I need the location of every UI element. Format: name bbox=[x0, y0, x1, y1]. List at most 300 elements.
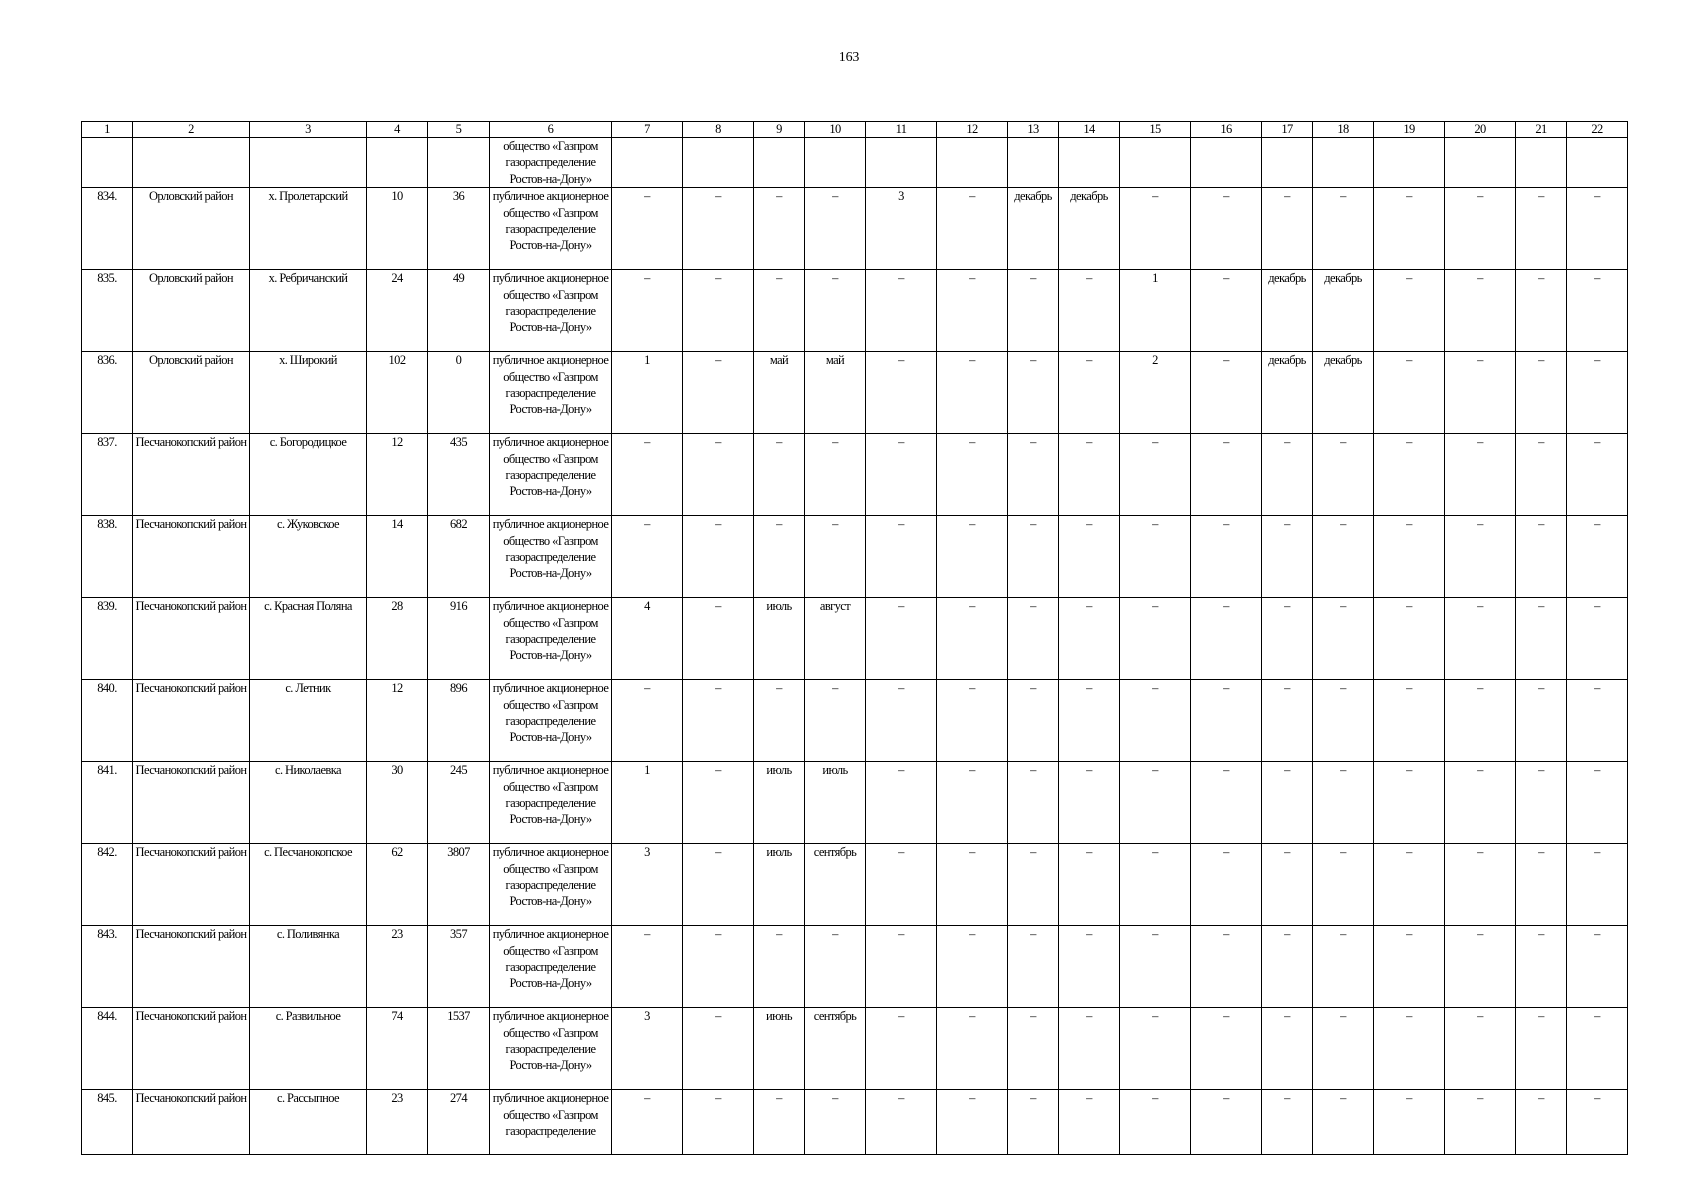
row-number: 841. bbox=[82, 762, 133, 844]
table-cell: – bbox=[1008, 270, 1059, 352]
table-cell: – bbox=[1008, 1008, 1059, 1090]
table-cell: 23 bbox=[367, 1090, 428, 1155]
table-cell: – bbox=[1059, 762, 1120, 844]
table-cell bbox=[133, 138, 250, 188]
table-row bbox=[82, 270, 1628, 352]
organization-cell: публичное акционерное общество «Газпром газораспределение Ростов-на-Дону» bbox=[490, 352, 612, 434]
table-cell: – bbox=[1374, 188, 1445, 270]
table-cell: – bbox=[754, 1090, 805, 1155]
column-header: 8 bbox=[683, 122, 754, 138]
table-cell: 1 bbox=[612, 352, 683, 434]
table-cell: – bbox=[1008, 1090, 1059, 1155]
table-cell: – bbox=[1313, 1008, 1374, 1090]
table-cell: – bbox=[612, 680, 683, 762]
table-cell: – bbox=[1516, 844, 1567, 926]
table-cell bbox=[1516, 138, 1567, 188]
organization-cell: публичное акционерное общество «Газпром газораспределение Ростов-на-Дону» bbox=[490, 762, 612, 844]
column-header: 17 bbox=[1262, 122, 1313, 138]
table-cell bbox=[1374, 138, 1445, 188]
table-cell: – bbox=[1516, 926, 1567, 1008]
table-cell: – bbox=[612, 516, 683, 598]
table-cell: – bbox=[1516, 352, 1567, 434]
district-cell: Песчанокопский район bbox=[133, 680, 250, 762]
table-cell: – bbox=[683, 270, 754, 352]
settlement-cell: с. Песчанокопское bbox=[250, 844, 367, 926]
table-row bbox=[82, 352, 1628, 434]
table-cell: – bbox=[937, 1090, 1008, 1155]
row-number: 840. bbox=[82, 680, 133, 762]
table-cell: – bbox=[1567, 598, 1628, 680]
table-cell: – bbox=[1516, 1090, 1567, 1155]
row-number: 838. bbox=[82, 516, 133, 598]
table-cell: – bbox=[1262, 844, 1313, 926]
table-cell: – bbox=[1445, 926, 1516, 1008]
table-cell: – bbox=[866, 598, 937, 680]
table-cell: – bbox=[612, 926, 683, 1008]
table-row bbox=[82, 762, 1628, 844]
row-number: 843. bbox=[82, 926, 133, 1008]
district-cell: Орловский район bbox=[133, 270, 250, 352]
table-cell: – bbox=[937, 926, 1008, 1008]
organization-cell: публичное акционерное общество «Газпром газораспределение Ростов-на-Дону» bbox=[490, 188, 612, 270]
table-cell: 10 bbox=[367, 188, 428, 270]
table-cell: – bbox=[1313, 434, 1374, 516]
table-cell: май bbox=[805, 352, 866, 434]
settlement-cell: с. Жуковское bbox=[250, 516, 367, 598]
table-cell: – bbox=[683, 598, 754, 680]
table-cell: – bbox=[1262, 1090, 1313, 1155]
table-cell: сентябрь bbox=[805, 1008, 866, 1090]
row-number: 844. bbox=[82, 1008, 133, 1090]
table-cell: – bbox=[1191, 516, 1262, 598]
table-cell: 1 bbox=[1120, 270, 1191, 352]
table-cell: август bbox=[805, 598, 866, 680]
table-cell: – bbox=[937, 1008, 1008, 1090]
table-cell: – bbox=[1516, 270, 1567, 352]
table-cell: 23 bbox=[367, 926, 428, 1008]
table-cell: – bbox=[612, 1090, 683, 1155]
table-cell: – bbox=[937, 434, 1008, 516]
table-cell: – bbox=[805, 434, 866, 516]
table-cell: – bbox=[1374, 352, 1445, 434]
table-cell: июль bbox=[754, 598, 805, 680]
column-header: 7 bbox=[612, 122, 683, 138]
table-cell: – bbox=[1191, 1090, 1262, 1155]
table-cell: – bbox=[1516, 188, 1567, 270]
table-cell: – bbox=[1374, 270, 1445, 352]
settlement-cell: с. Развильное bbox=[250, 1008, 367, 1090]
table-cell: 3807 bbox=[428, 844, 490, 926]
table-cell: – bbox=[1120, 926, 1191, 1008]
table-cell: – bbox=[805, 270, 866, 352]
table-cell: – bbox=[1262, 598, 1313, 680]
table-cell: – bbox=[1567, 680, 1628, 762]
organization-cell: публичное акционерное общество «Газпром газораспределение Ростов-на-Дону» bbox=[490, 516, 612, 598]
table-cell: – bbox=[1374, 1008, 1445, 1090]
table-cell bbox=[612, 138, 683, 188]
row-number: 845. bbox=[82, 1090, 133, 1155]
table-cell: – bbox=[1191, 680, 1262, 762]
table-cell: июль bbox=[754, 844, 805, 926]
table-cell: – bbox=[1567, 1090, 1628, 1155]
table-cell: – bbox=[866, 516, 937, 598]
table-cell: – bbox=[1059, 926, 1120, 1008]
table-cell: – bbox=[754, 516, 805, 598]
table-cell: – bbox=[1120, 680, 1191, 762]
table-cell: – bbox=[1059, 352, 1120, 434]
table-cell: – bbox=[1445, 188, 1516, 270]
table-cell: – bbox=[1313, 1090, 1374, 1155]
table-cell: – bbox=[1191, 352, 1262, 434]
column-header: 4 bbox=[367, 122, 428, 138]
settlement-cell: с. Летник bbox=[250, 680, 367, 762]
settlement-cell: с. Николаевка bbox=[250, 762, 367, 844]
table-cell: – bbox=[1191, 598, 1262, 680]
column-header: 21 bbox=[1516, 122, 1567, 138]
table-cell: май bbox=[754, 352, 805, 434]
district-cell: Песчанокопский район bbox=[133, 1090, 250, 1155]
table-cell: 4 bbox=[612, 598, 683, 680]
column-header: 14 bbox=[1059, 122, 1120, 138]
table-row bbox=[82, 680, 1628, 762]
table-cell: – bbox=[754, 926, 805, 1008]
column-header: 13 bbox=[1008, 122, 1059, 138]
table-cell: – bbox=[805, 516, 866, 598]
table-cell: – bbox=[1120, 188, 1191, 270]
table-cell: – bbox=[1445, 844, 1516, 926]
table-cell: – bbox=[1313, 762, 1374, 844]
table-cell bbox=[1191, 138, 1262, 188]
table-cell: – bbox=[683, 1008, 754, 1090]
table-cell bbox=[1313, 138, 1374, 188]
table-cell: – bbox=[805, 188, 866, 270]
table-cell: сентябрь bbox=[805, 844, 866, 926]
table-cell: 28 bbox=[367, 598, 428, 680]
table-cell: – bbox=[866, 352, 937, 434]
table-cell: – bbox=[1191, 434, 1262, 516]
table-cell: – bbox=[1008, 926, 1059, 1008]
district-cell: Песчанокопский район bbox=[133, 762, 250, 844]
table-cell: 1 bbox=[612, 762, 683, 844]
district-cell: Песчанокопский район bbox=[133, 434, 250, 516]
table-cell: 682 bbox=[428, 516, 490, 598]
column-header: 9 bbox=[754, 122, 805, 138]
district-cell: Песчанокопский район bbox=[133, 844, 250, 926]
table-cell: декабрь bbox=[1059, 188, 1120, 270]
table-cell: – bbox=[1445, 1090, 1516, 1155]
table-cell: – bbox=[866, 926, 937, 1008]
table-cell: – bbox=[683, 844, 754, 926]
row-number: 836. bbox=[82, 352, 133, 434]
table-cell: – bbox=[1567, 844, 1628, 926]
table-cell: 1537 bbox=[428, 1008, 490, 1090]
table-cell: – bbox=[1120, 762, 1191, 844]
table-cell: – bbox=[937, 762, 1008, 844]
table-cell: 274 bbox=[428, 1090, 490, 1155]
table-cell: – bbox=[754, 188, 805, 270]
table-cell: – bbox=[1567, 434, 1628, 516]
table-cell: – bbox=[1262, 188, 1313, 270]
table-cell: 435 bbox=[428, 434, 490, 516]
table-cell: – bbox=[1445, 598, 1516, 680]
table-cell bbox=[250, 138, 367, 188]
table-cell: 245 bbox=[428, 762, 490, 844]
table-cell: – bbox=[1374, 844, 1445, 926]
table-cell: – bbox=[1008, 598, 1059, 680]
table-cell: – bbox=[683, 516, 754, 598]
table-cell bbox=[1262, 138, 1313, 188]
table-cell: – bbox=[612, 270, 683, 352]
table-cell bbox=[866, 138, 937, 188]
table-cell bbox=[1008, 138, 1059, 188]
page-number: 163 bbox=[838, 50, 860, 65]
table-cell: 916 bbox=[428, 598, 490, 680]
column-header: 18 bbox=[1313, 122, 1374, 138]
table-cell: – bbox=[1567, 926, 1628, 1008]
table-cell: – bbox=[683, 762, 754, 844]
table-cell bbox=[683, 138, 754, 188]
organization-cell: публичное акционерное общество «Газпром газораспределение Ростов-на-Дону» bbox=[490, 844, 612, 926]
table-row bbox=[82, 188, 1628, 270]
table-body bbox=[82, 122, 1628, 1155]
table-cell: – bbox=[1374, 434, 1445, 516]
table-cell bbox=[1445, 138, 1516, 188]
table-cell bbox=[82, 138, 133, 188]
table-cell: декабрь bbox=[1008, 188, 1059, 270]
table-cell: – bbox=[1374, 926, 1445, 1008]
settlement-cell: с. Поливянка bbox=[250, 926, 367, 1008]
table-cell: – bbox=[1374, 680, 1445, 762]
table-cell: декабрь bbox=[1262, 352, 1313, 434]
column-header: 2 bbox=[133, 122, 250, 138]
table-cell: – bbox=[866, 270, 937, 352]
table-cell: 24 bbox=[367, 270, 428, 352]
table-row bbox=[82, 516, 1628, 598]
table-cell: – bbox=[1191, 1008, 1262, 1090]
table-cell: – bbox=[1445, 270, 1516, 352]
table-cell: 12 bbox=[367, 680, 428, 762]
row-number: 834. bbox=[82, 188, 133, 270]
table-cell: – bbox=[937, 270, 1008, 352]
settlement-cell: с. Рассыпное bbox=[250, 1090, 367, 1155]
district-cell: Песчанокопский район bbox=[133, 1008, 250, 1090]
table-cell: 14 bbox=[367, 516, 428, 598]
column-header: 6 bbox=[490, 122, 612, 138]
table-cell: – bbox=[1120, 434, 1191, 516]
table-cell: 30 bbox=[367, 762, 428, 844]
settlement-cell: с. Красная Поляна bbox=[250, 598, 367, 680]
settlement-cell: с. Богородицкое bbox=[250, 434, 367, 516]
table-row bbox=[82, 598, 1628, 680]
table-cell: – bbox=[1059, 516, 1120, 598]
district-cell: Песчанокопский район bbox=[133, 598, 250, 680]
table-cell: – bbox=[1191, 188, 1262, 270]
table-cell: – bbox=[1445, 680, 1516, 762]
table-row bbox=[82, 1008, 1628, 1090]
table-cell: – bbox=[1059, 1090, 1120, 1155]
column-header: 22 bbox=[1567, 122, 1628, 138]
table-cell: – bbox=[1191, 762, 1262, 844]
table-cell: – bbox=[1567, 762, 1628, 844]
settlement-cell: х. Пролетарский bbox=[250, 188, 367, 270]
table-cell: – bbox=[1059, 1008, 1120, 1090]
table-cell: – bbox=[1445, 434, 1516, 516]
table-cell: – bbox=[937, 844, 1008, 926]
organization-cell: публичное акционерное общество «Газпром газораспределение Ростов-на-Дону» bbox=[490, 598, 612, 680]
table-cell: – bbox=[1313, 516, 1374, 598]
table-cell: – bbox=[1567, 352, 1628, 434]
table-cell: – bbox=[1191, 844, 1262, 926]
table-cell: – bbox=[1516, 1008, 1567, 1090]
table-cell: – bbox=[937, 352, 1008, 434]
organization-cell: общество «Газпром газораспределение Ростов-на-Дону» bbox=[490, 138, 612, 188]
table-row bbox=[82, 434, 1628, 516]
table-cell: декабрь bbox=[1313, 352, 1374, 434]
table-cell: – bbox=[1262, 434, 1313, 516]
table-cell: – bbox=[1567, 1008, 1628, 1090]
district-cell: Орловский район bbox=[133, 352, 250, 434]
table-cell: – bbox=[1059, 270, 1120, 352]
table-cell: – bbox=[1120, 516, 1191, 598]
table-cell: – bbox=[1120, 1090, 1191, 1155]
table-cell: – bbox=[683, 434, 754, 516]
table-cell: – bbox=[1374, 762, 1445, 844]
table-cell: июль bbox=[805, 762, 866, 844]
table-cell: – bbox=[1313, 188, 1374, 270]
table-cell: – bbox=[683, 188, 754, 270]
table-cell: – bbox=[1120, 844, 1191, 926]
district-cell: Песчанокопский район bbox=[133, 516, 250, 598]
table-cell: – bbox=[683, 680, 754, 762]
table-cell: – bbox=[1516, 598, 1567, 680]
table-cell: 3 bbox=[612, 1008, 683, 1090]
table-cell: – bbox=[1262, 1008, 1313, 1090]
table-cell: – bbox=[612, 434, 683, 516]
organization-cell: публичное акционерное общество «Газпром газораспределение Ростов-на-Дону» bbox=[490, 1008, 612, 1090]
table-cell: – bbox=[1191, 926, 1262, 1008]
table-cell: – bbox=[937, 598, 1008, 680]
data-table bbox=[81, 121, 1628, 1155]
organization-cell: публичное акционерное общество «Газпром газораспределение Ростов-на-Дону» bbox=[490, 434, 612, 516]
table-cell: – bbox=[1008, 352, 1059, 434]
table-cell: 12 bbox=[367, 434, 428, 516]
column-header: 1 bbox=[82, 122, 133, 138]
table-cell: – bbox=[866, 844, 937, 926]
table-cell: – bbox=[805, 680, 866, 762]
settlement-cell: х. Широкий bbox=[250, 352, 367, 434]
organization-cell: публичное акционерное общество «Газпром газораспределение Ростов-на-Дону» bbox=[490, 926, 612, 1008]
table-cell: – bbox=[1445, 762, 1516, 844]
table-cell: – bbox=[866, 680, 937, 762]
table-cell bbox=[1567, 138, 1628, 188]
table-cell: 357 bbox=[428, 926, 490, 1008]
column-header: 5 bbox=[428, 122, 490, 138]
row-number: 835. bbox=[82, 270, 133, 352]
table-row bbox=[82, 926, 1628, 1008]
table-cell: – bbox=[866, 1008, 937, 1090]
column-header: 19 bbox=[1374, 122, 1445, 138]
table-cell: – bbox=[805, 1090, 866, 1155]
table-cell: – bbox=[1445, 1008, 1516, 1090]
table-cell: – bbox=[866, 762, 937, 844]
table-cell: – bbox=[1262, 516, 1313, 598]
table-cell: – bbox=[1120, 598, 1191, 680]
table-cell: 896 bbox=[428, 680, 490, 762]
table-cell: – bbox=[1059, 680, 1120, 762]
table-cell: – bbox=[1516, 762, 1567, 844]
table-cell: – bbox=[1313, 926, 1374, 1008]
table-cell: – bbox=[1313, 598, 1374, 680]
table-cell: – bbox=[1445, 516, 1516, 598]
table-cell: – bbox=[1059, 598, 1120, 680]
table-cell: – bbox=[1516, 516, 1567, 598]
table-cell: – bbox=[1262, 926, 1313, 1008]
column-header: 20 bbox=[1445, 122, 1516, 138]
table-cell: 74 bbox=[367, 1008, 428, 1090]
table-cell: – bbox=[1516, 434, 1567, 516]
table-cell: 62 bbox=[367, 844, 428, 926]
column-header: 16 bbox=[1191, 122, 1262, 138]
table-cell bbox=[367, 138, 428, 188]
table-cell bbox=[1059, 138, 1120, 188]
row-number: 839. bbox=[82, 598, 133, 680]
row-number: 842. bbox=[82, 844, 133, 926]
table-cell: – bbox=[1008, 516, 1059, 598]
table-cell bbox=[428, 138, 490, 188]
organization-cell: публичное акционерное общество «Газпром газораспределение bbox=[490, 1090, 612, 1155]
table-cell: – bbox=[866, 1090, 937, 1155]
table-cell: 49 bbox=[428, 270, 490, 352]
table-cell: 102 bbox=[367, 352, 428, 434]
column-header: 11 bbox=[866, 122, 937, 138]
table-cell: – bbox=[754, 270, 805, 352]
table-cell: – bbox=[937, 680, 1008, 762]
row-number: 837. bbox=[82, 434, 133, 516]
table-cell: 3 bbox=[866, 188, 937, 270]
table-cell bbox=[754, 138, 805, 188]
settlement-cell: х. Ребричанский bbox=[250, 270, 367, 352]
column-number-row bbox=[82, 122, 1628, 138]
table-cell: – bbox=[1374, 1090, 1445, 1155]
table-cell: – bbox=[1516, 680, 1567, 762]
table-cell: – bbox=[1262, 762, 1313, 844]
table-cell: – bbox=[937, 188, 1008, 270]
table-cell bbox=[937, 138, 1008, 188]
continuation-row bbox=[82, 138, 1628, 188]
column-header: 10 bbox=[805, 122, 866, 138]
table-cell: – bbox=[1059, 434, 1120, 516]
table-cell: 3 bbox=[612, 844, 683, 926]
table-cell: – bbox=[754, 434, 805, 516]
table-row bbox=[82, 1090, 1628, 1155]
table-cell: июль bbox=[754, 762, 805, 844]
table-cell: – bbox=[683, 1090, 754, 1155]
column-header: 15 bbox=[1120, 122, 1191, 138]
table-cell bbox=[805, 138, 866, 188]
district-cell: Орловский район bbox=[133, 188, 250, 270]
table-cell: – bbox=[1445, 352, 1516, 434]
table-cell: – bbox=[1374, 598, 1445, 680]
table-cell: – bbox=[866, 434, 937, 516]
table-cell: – bbox=[1262, 680, 1313, 762]
organization-cell: публичное акционерное общество «Газпром газораспределение Ростов-на-Дону» bbox=[490, 270, 612, 352]
table-cell: – bbox=[612, 188, 683, 270]
table-cell: – bbox=[1120, 1008, 1191, 1090]
column-header: 12 bbox=[937, 122, 1008, 138]
organization-cell: публичное акционерное общество «Газпром газораспределение Ростов-на-Дону» bbox=[490, 680, 612, 762]
table-cell: – bbox=[1313, 680, 1374, 762]
table-cell bbox=[1120, 138, 1191, 188]
